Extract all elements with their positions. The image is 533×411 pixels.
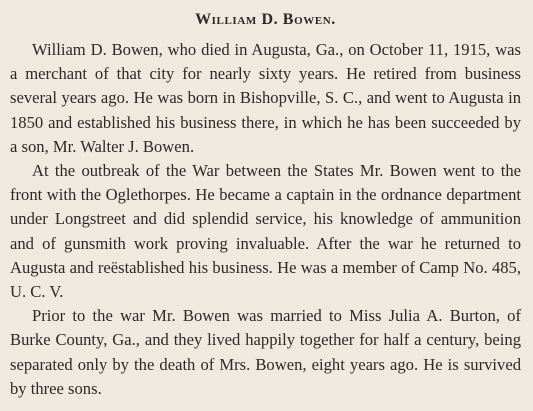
paragraph-2: At the outbreak of the War between the States Mr. Bowen went to the front with the Oglethorpes. He became a captain in the ordnance department under Longstreet and did splendid service, his knowledge of ammunition and of gunsmith work proving invaluable. After the war he returned to Augusta and reëstablished his business. He was a member of Camp No. 485, U. C. V.	[10, 161, 521, 302]
article-title: William D. Bowen.	[195, 11, 336, 28]
paragraph-1: William D. Bowen, who died in Augusta, Ga., on October 11, 1915, was a merchant of that city for nearly sixty years. He retired from business several years ago. He was born in Bishopville, S. C., and went to Augusta in 1850 and established his business there, in which he has been succeeded by a son, Mr. Walter J. Bowen.	[10, 40, 521, 156]
article-body	[10, 38, 521, 401]
paragraph-3: Prior to the war Mr. Bowen was married to Miss Julia A. Burton, of Burke County, Ga., and they lived happily together for half a century, being separated only by the death of Mrs. Bowen, eight years ago. He is survived by three sons.	[10, 306, 521, 398]
